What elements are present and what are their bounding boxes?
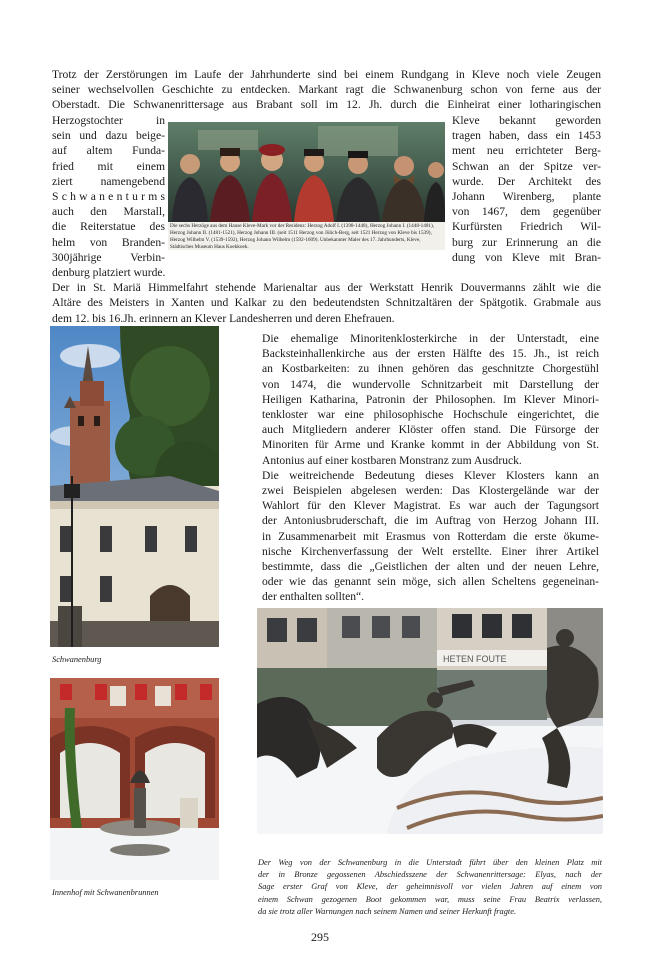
text-line: Backsteinhallenkirche aus der ersten Hälfte des 15. Jh., ist reich xyxy=(262,347,599,361)
text-line: an Kostbarkeiten: zu ihnen gehören das geschnitzte Chorgestühl xyxy=(262,362,599,376)
text-line: bestimmte, dass die „Geistlichen der alten und der neuen Lehre, xyxy=(262,560,599,574)
text-line: zwei Beispielen abgelesen werden: Das Klostergelände war der xyxy=(262,484,599,498)
dukes-painting xyxy=(168,122,445,250)
text-line: in Zusammenarbeit mit Erasmus von Rotterdam die erste ökume- xyxy=(262,529,599,543)
text-line: tenkloster war eine philosophische Hochschule eingerichtet, die xyxy=(262,408,599,422)
castle-photo xyxy=(50,326,219,647)
text-line: die Reiterstatue des xyxy=(52,220,165,234)
text-line: Herzogstochter in xyxy=(52,114,165,127)
text-line: der enthalten sollten“. xyxy=(262,590,365,604)
text-line: von 1474, die wundervolle Schnitzarbeit mit Darstellung der xyxy=(262,377,599,391)
text-line: ment neu errichteter Berg- xyxy=(452,144,601,158)
sculpture-photo-image xyxy=(257,608,603,834)
text-line: Kleve bekannt geworden xyxy=(452,114,601,127)
castle-caption: Schwanenburg xyxy=(52,655,102,664)
text-line: helm von Branden- xyxy=(52,235,165,249)
page-number: 295 xyxy=(311,930,329,944)
text-line: burg zur Erinnerung an die xyxy=(452,235,601,249)
text-line: wurde. Der Architekt des xyxy=(452,174,601,188)
caption-line: da sie trotz aller Warnungen nach seinem Namen und seiner Herkunft fragte. xyxy=(258,906,517,916)
intro-right-column xyxy=(452,113,601,265)
text-line: dung von Kleve mit Bran- xyxy=(452,250,601,264)
text-line: Die ehemalige Minoritenklosterkirche in der Unterstadt, eine xyxy=(262,332,599,345)
text-line: Heiligen Katharina, Patronin der Philosophen. Im Klever Minori- xyxy=(262,392,599,406)
sculpture-caption xyxy=(258,857,602,918)
text-line: 300jährige Verbin- xyxy=(52,250,165,264)
text-line: fried mit einem xyxy=(52,159,165,173)
text-line: auf altem Funda- xyxy=(52,144,165,158)
courtyard-caption: Innenhof mit Schwanenbrunnen xyxy=(52,888,159,897)
caption-line: Sage erster Graf von Kleve, der geheimnisvoll vor vielen Jahren auf einem von xyxy=(258,882,602,892)
shop-sign: HETEN FOUTE xyxy=(443,654,507,664)
text-line: von 1467, dem gegenüber xyxy=(452,205,601,219)
text-line: sein und dazu beige- xyxy=(52,129,165,143)
text-line: Der in St. Mariä Himmelfahrt stehende Marienaltar aus der Werkstatt Henrik Douvermanns zählt wie die xyxy=(52,281,601,295)
text-line: oder wie das genannt sein möge, sich allen Scheltens gegeneinan- xyxy=(262,575,599,589)
text-line: seiner wechselvollen Geschichte zu entdecken. Markant ragt die Schwanenburg schon von ferne aus der xyxy=(52,83,601,97)
text-line: dem 12. bis 16.Jh. erinnern an Klever Landesherren und deren Ehefrauen. xyxy=(52,311,395,325)
painting-caption: Die sechs Herzöge aus dem Hause Kleve-Mark vor der Residenz: Herzog Adolf I. (1398-1448), Herzog Johann I. (1448-1481), Herzog Johann II. (1481-1521), Herzog Johann III. (seit 1511 Herzog von Jülich-Berg, seit 1521 Herzog von Kleve bis 1539), Herzog Wilhelm V. (1539-1592), Herzog Johann Wilhelm (1592-1609). Unbekannter Maler des 17. Jahrhunderts, Kleve, Städtisches Museum Haus Koekkoek. xyxy=(170,223,435,250)
text-line: Trotz der Zerstörungen im Laufe der Jahrhunderte sind bei einem Rundgang in Kleve noch viele Zeugen xyxy=(52,68,601,81)
text-line: ziert namengebend xyxy=(52,174,165,188)
text-line: tragen haben, dass ein 1453 xyxy=(452,129,601,143)
intro-left-column xyxy=(52,113,165,265)
text-line: nische Kirchenverfassung der Welt erstellte. Einer ihrer Artikel xyxy=(262,544,599,558)
text-line: Minoriten für Arme und Kranke kommt in der Abbildung von St. xyxy=(262,438,599,452)
text-line: auch den Marstall, xyxy=(52,205,165,219)
sculpture-photo xyxy=(257,608,603,834)
intro-after-lines xyxy=(52,265,601,326)
caption-line: einem Schwan gezogenen Boot gekommen war, muss seine Frau Beatrix verlassen, xyxy=(258,894,602,904)
text-line: Schwan an der Spitze ver- xyxy=(452,159,601,173)
caption-line: Der Weg von der Schwanenburg in die Unterstadt führt über den kleinen Platz mit xyxy=(258,858,602,867)
text-line: S c h w a n e n t u r m s xyxy=(52,190,165,204)
text-line: Oberstadt. Die Schwanenrittersage aus Brabant soll im 12. Jh. durch die Einheirat einer lotharingischen xyxy=(52,98,601,112)
text-line: auch Mitgliedern anderer Klöster offen stand. Die Fürsorge der xyxy=(262,423,599,437)
text-line: Johann Wirenberg, plante xyxy=(452,190,601,204)
caption-line: der in Bronze gegossenen Abschiedsszene der Schwanenrittersage: Elyas, nach der xyxy=(258,870,602,880)
castle-photo-image xyxy=(50,326,219,647)
text-line: Altäre des Meisters in Xanten und Kalkar zu den bedeutendsten Schnitzaltären der Spätgotik. Grabmale aus xyxy=(52,296,601,310)
text-line: der Antoniusbruderschaft, die im Auftrag von Herzog Johann III. xyxy=(262,514,599,528)
courtyard-photo xyxy=(50,678,219,880)
right-text-block xyxy=(262,331,599,605)
text-line: Kurfürsten Friedrich Wil- xyxy=(452,220,601,234)
intro-full-lines xyxy=(52,67,601,113)
text-line: Wahlort für den Klever Magistrat. Es war auch der Tagungsort xyxy=(262,499,599,513)
text-line: Die weitreichende Bedeutung dieses Klever Klosters kann an xyxy=(262,468,599,482)
courtyard-photo-image xyxy=(50,678,219,880)
text-line: Antonius auf einer kostbaren Monstranz zum Ausdruck. xyxy=(262,453,522,467)
text-line: denburg platziert wurde. xyxy=(52,266,166,279)
